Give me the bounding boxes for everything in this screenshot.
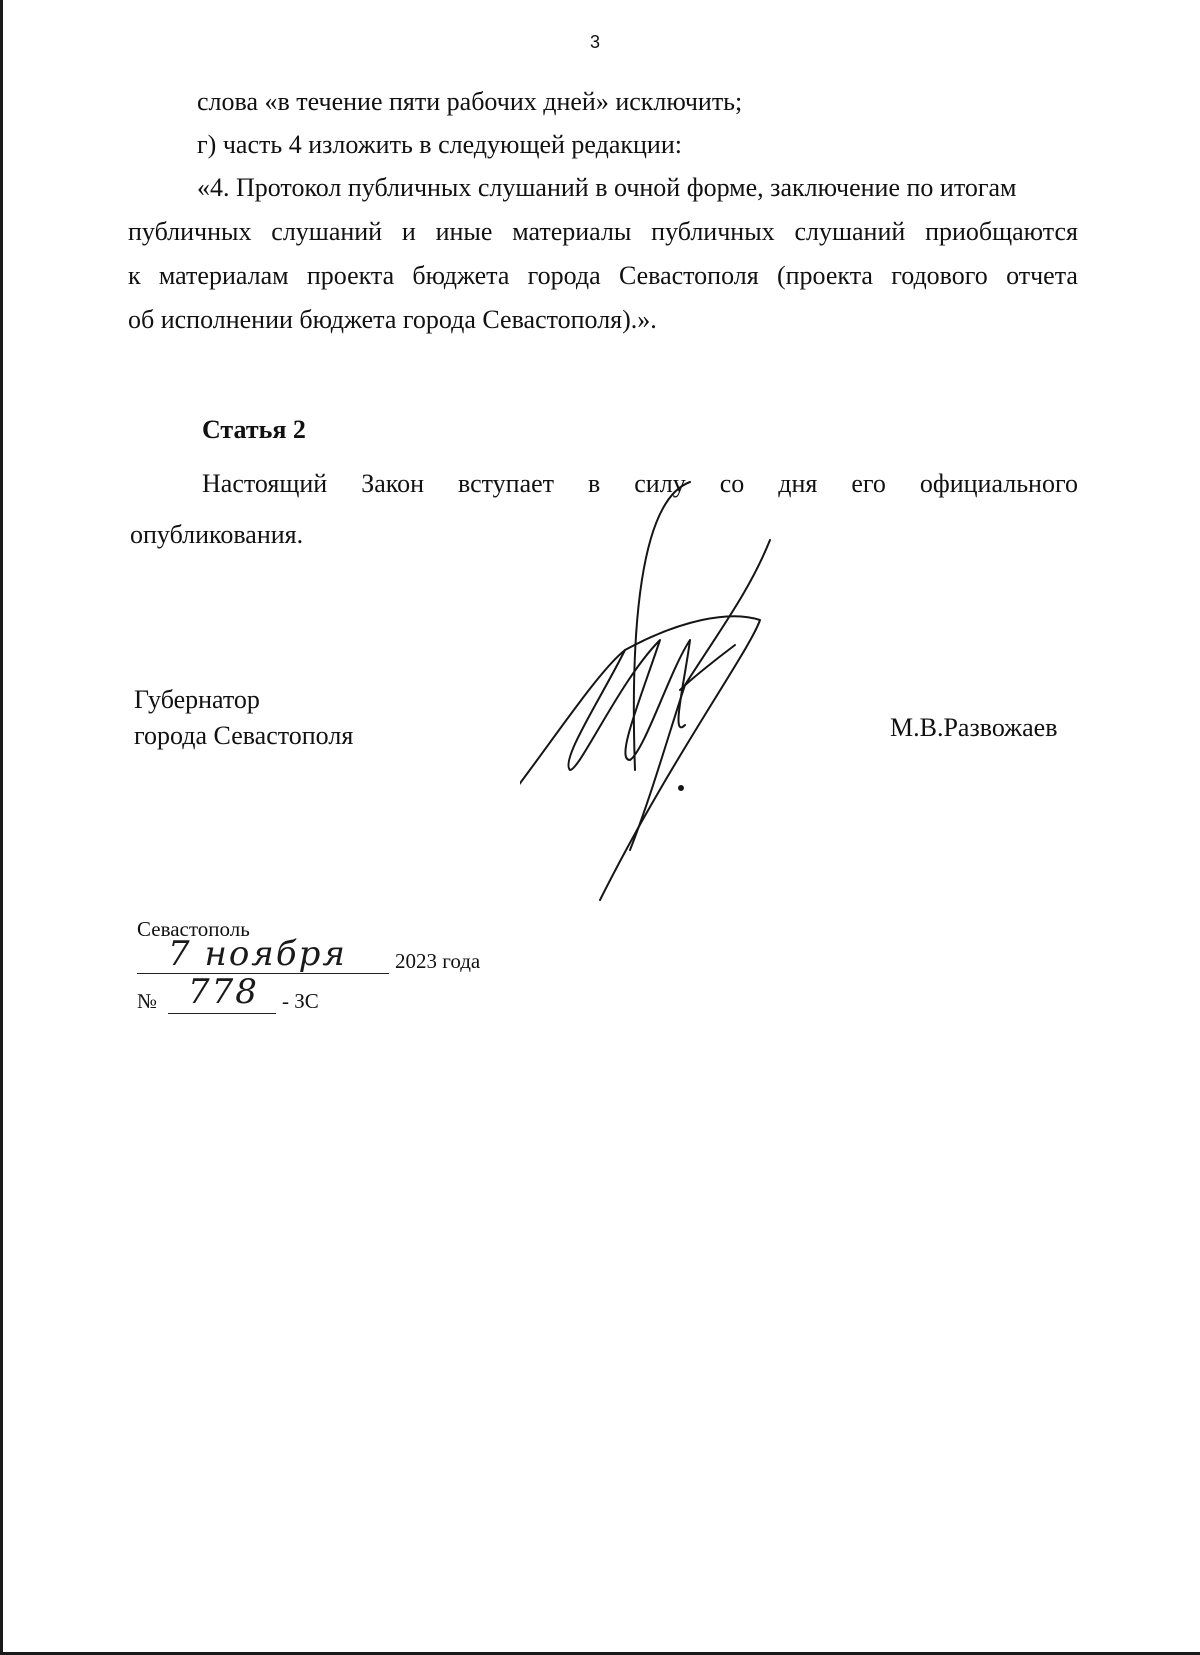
handwritten-date: 7 ноября <box>168 934 347 974</box>
word: публичных <box>651 217 775 246</box>
article-heading: Статья 2 <box>202 415 306 444</box>
number-prefix: № <box>137 989 158 1013</box>
word: в <box>588 469 601 498</box>
word: вступает <box>457 469 555 498</box>
word: проекта <box>306 261 395 290</box>
signatory-position-line-1: Губернатор <box>134 685 260 714</box>
quote-line-3 <box>128 260 1078 292</box>
word: отчета <box>1006 261 1078 290</box>
number-suffix: - ЗС <box>282 989 319 1013</box>
word: города <box>527 261 601 290</box>
article-line-2: опубликования. <box>130 520 304 549</box>
page-number: 3 <box>590 32 601 52</box>
word: дня <box>778 469 818 498</box>
word: (проекта <box>776 261 873 290</box>
handwritten-signature <box>520 470 820 930</box>
handwritten-number: 778 <box>188 972 259 1012</box>
quote-line-4: об исполнении бюджета города Севастополя).». <box>128 305 657 334</box>
quote-line-2 <box>128 216 1078 248</box>
signatory-name: М.В.Развожаев <box>890 713 1058 742</box>
word: приобщаются <box>925 217 1078 246</box>
city-label: Севастополь <box>137 917 250 941</box>
word: иные <box>435 217 493 246</box>
word: Севастополя <box>618 261 759 290</box>
number-underline <box>168 1013 276 1014</box>
word: материалы <box>512 217 632 246</box>
scan-border-left <box>0 0 3 1655</box>
word: слушаний <box>794 217 906 246</box>
word: годового <box>891 261 988 290</box>
word: бюджета <box>412 261 510 290</box>
word: публичных <box>128 217 252 246</box>
year-label: 2023 года <box>395 949 481 973</box>
word: со <box>719 469 745 498</box>
word: его <box>851 469 886 498</box>
quote-line-1: «4. Протокол публичных слушаний в очной форме, заключение по итогам <box>197 173 1017 202</box>
word: к <box>128 261 141 290</box>
word: Закон <box>361 469 424 498</box>
word: официального <box>919 469 1078 498</box>
word: Настоящий <box>202 469 328 498</box>
word: и <box>401 217 416 246</box>
body-line-1: слова «в течение пяти рабочих дней» исключить; <box>197 87 743 116</box>
word: материалам <box>158 261 289 290</box>
word: силу <box>634 469 686 498</box>
body-line-2: г) часть 4 изложить в следующей редакции: <box>197 130 682 159</box>
signatory-position-line-2: города Севастополя <box>134 721 354 750</box>
word: слушаний <box>271 217 383 246</box>
